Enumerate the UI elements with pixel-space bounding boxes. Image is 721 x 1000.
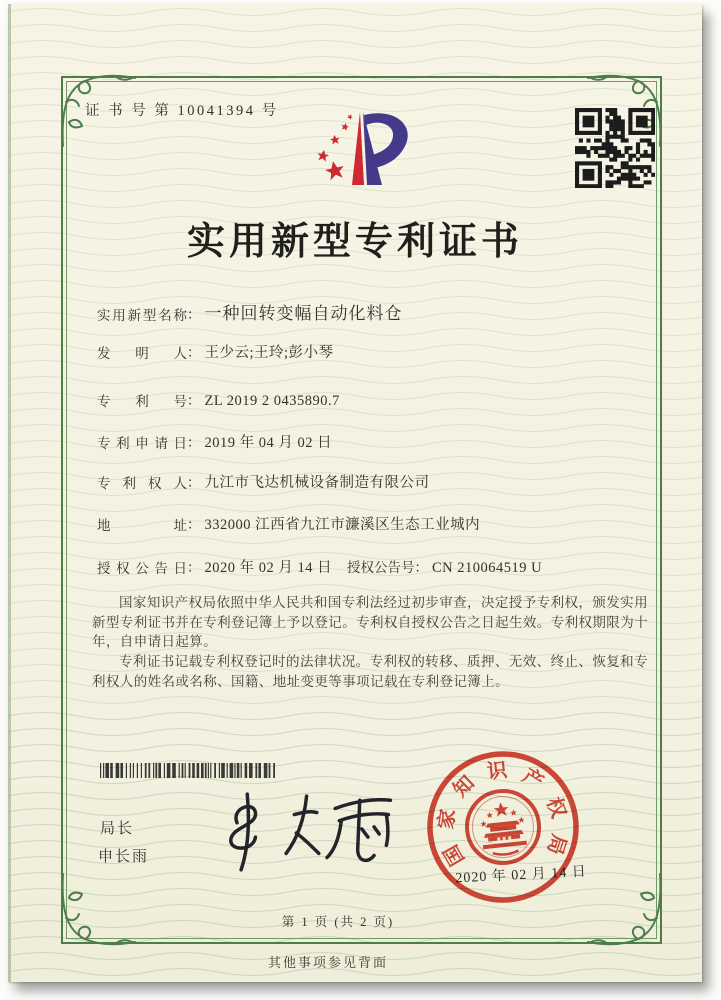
field-row-publication-number (347, 556, 542, 577)
qr-code-icon (575, 108, 655, 188)
field-label: 地址 (97, 518, 187, 533)
signature-icon (206, 788, 401, 878)
field-colon: ： (187, 393, 201, 408)
field-value-inventors: 王少云;王玲;彭小琴 (204, 345, 334, 361)
svg-text:识: 识 (486, 759, 509, 784)
field-label: 专利申请日 (97, 436, 187, 451)
svg-text:国: 国 (439, 840, 470, 870)
field-label: 授权公告日 (97, 561, 187, 576)
field-value-patent-number: ZL 2019 2 0435890.7 (204, 393, 340, 409)
legal-paragraph-register: 专利证书记载专利权登记时的法律状况。专利权的转移、质押、无效、终止、恢复和专利权人的姓名或名称、国籍、地址变更等事项记载在专利登记簿上。 (92, 654, 648, 689)
svg-text:局: 局 (542, 831, 570, 858)
field-value-publication-number: CN 210064519 U (432, 560, 543, 576)
certificate-number: 证 书 号 第 10041394 号 (85, 103, 279, 119)
field-colon: ： (187, 517, 201, 532)
field-colon: ： (187, 345, 201, 360)
svg-text:家: 家 (435, 807, 460, 831)
national-emblem-icon (463, 787, 542, 866)
field-row-patentee (97, 471, 430, 492)
cnipa-logo-icon (300, 106, 425, 191)
field-value-filing-date: 2019 年 04 月 02 日 (204, 435, 333, 451)
field-value-address: 332000 江西省九江市濂溪区生态工业城内 (204, 517, 481, 533)
seal-date: 2020 年 02 月 14 日 (455, 864, 588, 887)
field-row-patent-number (97, 389, 340, 410)
field-label: 发明人 (97, 346, 187, 361)
issuer-title: 局长 (100, 821, 135, 837)
field-row-filing-date (97, 431, 332, 452)
field-colon: ： (187, 475, 201, 490)
svg-text:知: 知 (449, 771, 479, 802)
issuer-name: 申长雨 (98, 849, 150, 865)
certificate-title: 实用新型专利证书 (186, 221, 523, 263)
svg-text:产: 产 (518, 764, 547, 795)
field-label: 专利权人 (97, 476, 187, 491)
field-colon: ： (414, 560, 428, 575)
field-label: 专利号 (97, 394, 187, 409)
back-side-note: 其他事项参见背面 (267, 955, 388, 970)
page-indicator: 第 1 页 (共 2 页) (281, 915, 395, 929)
field-row-address (97, 513, 480, 534)
barcode-icon (100, 763, 278, 778)
svg-text:权: 权 (541, 794, 570, 822)
certificate-page (8, 4, 702, 982)
field-value-grant-date: 2020 年 02 月 14 日 (204, 560, 333, 576)
field-value-patentee: 九江市飞达机械设备制造有限公司 (204, 475, 430, 491)
field-colon: ： (187, 435, 201, 450)
legal-paragraph-grant: 国家知识产权局依照中华人民共和国专利法经过初步审查，决定授予专利权，颁发实用新型专利证书并在专利登记簿上予以登记。专利权自授权公告之日起生效。专利权期限为十年，自申请日起算。 (92, 595, 648, 650)
field-label: 实用新型名称 (97, 308, 187, 323)
official-seal-icon (404, 728, 602, 926)
field-value-invention-name: 一种回转变幅自动化料仓 (204, 304, 403, 323)
vine-corner-ornament-icon (57, 858, 147, 948)
field-row-name (97, 299, 403, 324)
field-row-grant-date (97, 556, 332, 577)
field-label: 授权公告号 (347, 560, 415, 575)
field-row-inventors (97, 341, 334, 362)
field-colon: ： (187, 307, 201, 322)
field-colon: ： (187, 560, 201, 575)
